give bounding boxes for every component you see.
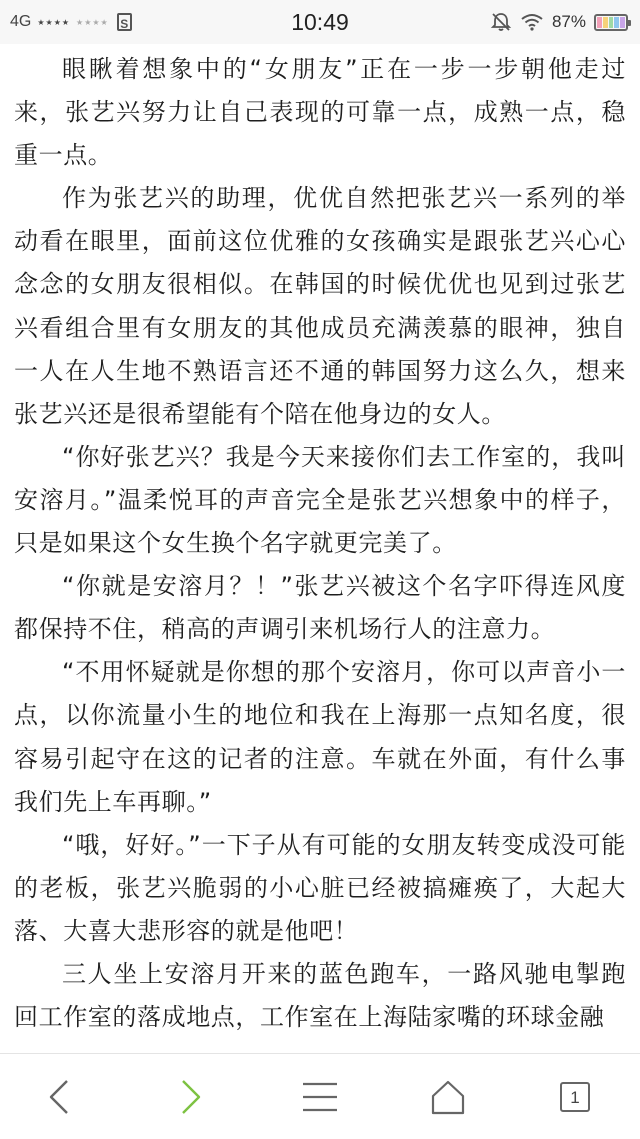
tabs-icon: 1 bbox=[560, 1082, 590, 1112]
signal-strength-sim1: ★★★★ bbox=[37, 17, 71, 27]
paragraph: 三人坐上安溶月开来的蓝色跑车，一路风驰电掣跑回工作室的落成地点，工作室在上海陆家嘴的环球金融 bbox=[14, 959, 626, 1032]
browser-toolbar bbox=[0, 1053, 640, 1139]
menu-icon bbox=[302, 1081, 338, 1113]
battery-icon bbox=[594, 14, 628, 31]
status-bar bbox=[0, 0, 640, 44]
back-button[interactable] bbox=[10, 1054, 110, 1139]
paragraph: 眼瞅着想象中的“女朋友”正在一步一步朝他走过来，张艺兴努力让自己表现的可靠一点，成熟一点，稳重一点。 bbox=[14, 55, 626, 170]
home-icon bbox=[430, 1079, 466, 1115]
forward-arrow-icon bbox=[175, 1077, 205, 1117]
paragraph: “你就是安溶月？！”张艺兴被这个名字吓得连风度都保持不住，稍高的声调引来机场行人的注意力。 bbox=[14, 572, 626, 644]
reading-content bbox=[14, 48, 626, 1048]
home-button[interactable] bbox=[398, 1054, 498, 1139]
forward-button[interactable] bbox=[140, 1054, 240, 1139]
sim-icon: S bbox=[117, 13, 132, 31]
paragraph: “你好张艺兴？我是今天来接你们去工作室的，我叫安溶月。”温柔悦耳的声音完全是张艺兴想象中的样子，只是如果这个女生换个名字就更完美了。 bbox=[14, 442, 626, 558]
status-right bbox=[490, 10, 628, 34]
battery-percent: 87% bbox=[551, 12, 586, 31]
wifi-icon bbox=[520, 12, 544, 32]
mute-bell-icon bbox=[490, 11, 512, 33]
status-time: 10:49 bbox=[291, 9, 349, 35]
menu-button[interactable] bbox=[270, 1054, 370, 1139]
network-type: 4G bbox=[10, 13, 32, 30]
signal-strength-sim2: ★★★★ bbox=[76, 17, 109, 27]
back-arrow-icon bbox=[45, 1077, 75, 1117]
paragraph: 作为张艺兴的助理，优优自然把张艺兴一系列的举动看在眼里，面前这位优雅的女孩确实是跟张艺兴心心念念的女朋友很相似。在韩国的时候优优也见到过张艺兴看组合里有女朋友的其他成员充满羡慕的眼神，独自一人在人生地不熟语言还不通的韩国努力这么久，想来张艺兴还是很希望能有个陪在他身边的女人。 bbox=[14, 184, 626, 428]
paragraph: “哦，好好。”一下子从有可能的女朋友转变成没可能的老板，张艺兴脆弱的小心脏已经被搞瘫痪了，大起大落、大喜大悲形容的就是他吧！ bbox=[14, 830, 626, 945]
paragraph: “不用怀疑就是你想的那个安溶月，你可以声音小一点，以你流量小生的地位和我在上海那一点知名度，很容易引起守在这的记者的注意。车就在外面，有什么事我们先上车再聊。” bbox=[14, 658, 626, 816]
tabs-button[interactable] bbox=[525, 1054, 625, 1139]
